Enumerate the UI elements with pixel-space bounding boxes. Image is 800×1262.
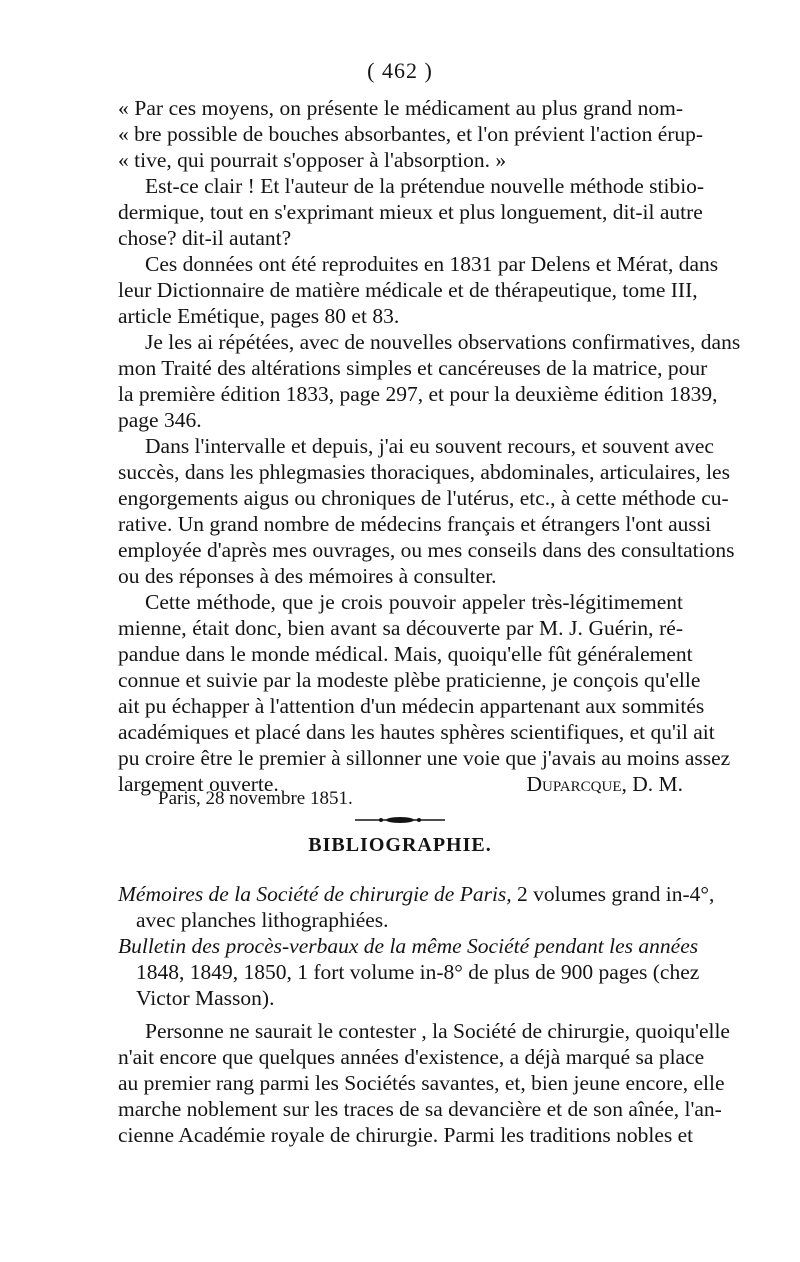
text-line: succès, dans les phlegmasies thoraciques, abdominales, articulaires, les <box>118 460 730 484</box>
text-line: rative. Un grand nombre de médecins français et étrangers l'ont aussi <box>118 512 712 536</box>
text-line: leur Dictionnaire de matière médicale et de thérapeutique, tome III, <box>118 278 698 302</box>
text-line: connue et suivie par la modeste plèbe praticienne, je conçois qu'elle <box>118 668 701 692</box>
text-line: article Emétique, pages 80 et 83. <box>118 304 400 328</box>
page-number: ( 462 ) <box>367 58 433 83</box>
quote-line: « bre possible de bouches absorbantes, et l'on prévient l'action érup- <box>118 122 704 146</box>
quote-line: « tive, qui pourrait s'opposer à l'absorption. » <box>118 148 507 172</box>
text-line: mienne, était donc, bien avant sa découverte par M. J. Guérin, ré- <box>118 616 683 640</box>
text-line: 1848, 1849, 1850, 1 fort volume in-8° de plus de 900 pages (chez <box>136 960 700 984</box>
text-line: dermique, tout en s'exprimant mieux et plus longuement, dit-il autre <box>118 200 703 224</box>
text-line: marche noblement sur les traces de sa devancière et de son aînée, l'an- <box>118 1097 722 1121</box>
text-line: pu croire être le premier à sillonner une voie que j'avais au moins assez <box>118 746 731 770</box>
text-line: ait pu échapper à l'attention d'un médecin appartenant aux sommités <box>118 694 705 718</box>
text-line: au premier rang parmi les Sociétés savantes, et, bien jeune encore, elle <box>118 1071 725 1095</box>
text-line: page 346. <box>118 408 202 432</box>
text-line: largement ouverte. <box>118 772 279 796</box>
work-title: Mémoires de la Société de chirurgie de Paris, <box>118 882 512 906</box>
quote-line: « Par ces moyens, on présente le médicament au plus grand nom- <box>118 96 683 120</box>
text-line: ou des réponses à des mémoires à consulter. <box>118 564 497 588</box>
text-line: Dans l'intervalle et depuis, j'ai eu souvent recours, et souvent avec <box>145 434 714 458</box>
text-line: n'ait encore que quelques années d'existence, a déjà marqué sa place <box>118 1045 705 1069</box>
text-line: mon Traité des altérations simples et cancéreuses de la matrice, pour <box>118 356 708 380</box>
text-line: la première édition 1833, page 297, et pour la deuxième édition 1839, <box>118 382 718 406</box>
text-line: Personne ne saurait le contester , la Société de chirurgie, quoiqu'elle <box>145 1019 730 1043</box>
text-line: cienne Académie royale de chirurgie. Parmi les traditions nobles et <box>118 1123 694 1147</box>
work-title: Bulletin des procès-verbaux de la même Société pendant les années <box>118 934 699 958</box>
dateline: Paris, 28 novembre 1851. <box>158 788 353 809</box>
section-heading: BIBLIOGRAPHIE. <box>308 834 492 856</box>
text-line: Victor Masson). <box>136 986 275 1010</box>
text-line: engorgements aigus ou chroniques de l'utérus, etc., à cette méthode cu- <box>118 486 729 510</box>
text-line: avec planches lithographiées. <box>136 908 389 932</box>
ornamental-rule <box>355 815 445 825</box>
text-line: Ces données ont été reproduites en 1831 par Delens et Mérat, dans <box>145 252 719 276</box>
text-line: académiques et placé dans les hautes sphères scientifiques, et qu'il ait <box>118 720 715 744</box>
text-line: Je les ai répétées, avec de nouvelles observations confirmatives, dans <box>145 330 741 354</box>
work-details: 2 volumes grand in-4°, <box>511 882 715 906</box>
text-line <box>118 881 715 907</box>
text-line: pandue dans le monde médical. Mais, quoiqu'elle fût généralement <box>118 642 693 666</box>
text-line: Cette méthode, que je crois pouvoir appeler très-légitimement <box>145 590 683 614</box>
author-signature: Duparcque, D. M. <box>526 772 683 796</box>
text-line: chose? dit-il autant? <box>118 226 292 250</box>
text-line: Est-ce clair ! Et l'auteur de la prétendue nouvelle méthode stibio- <box>145 174 705 198</box>
text-line: employée d'après mes ouvrages, ou mes conseils dans des consultations <box>118 538 735 562</box>
